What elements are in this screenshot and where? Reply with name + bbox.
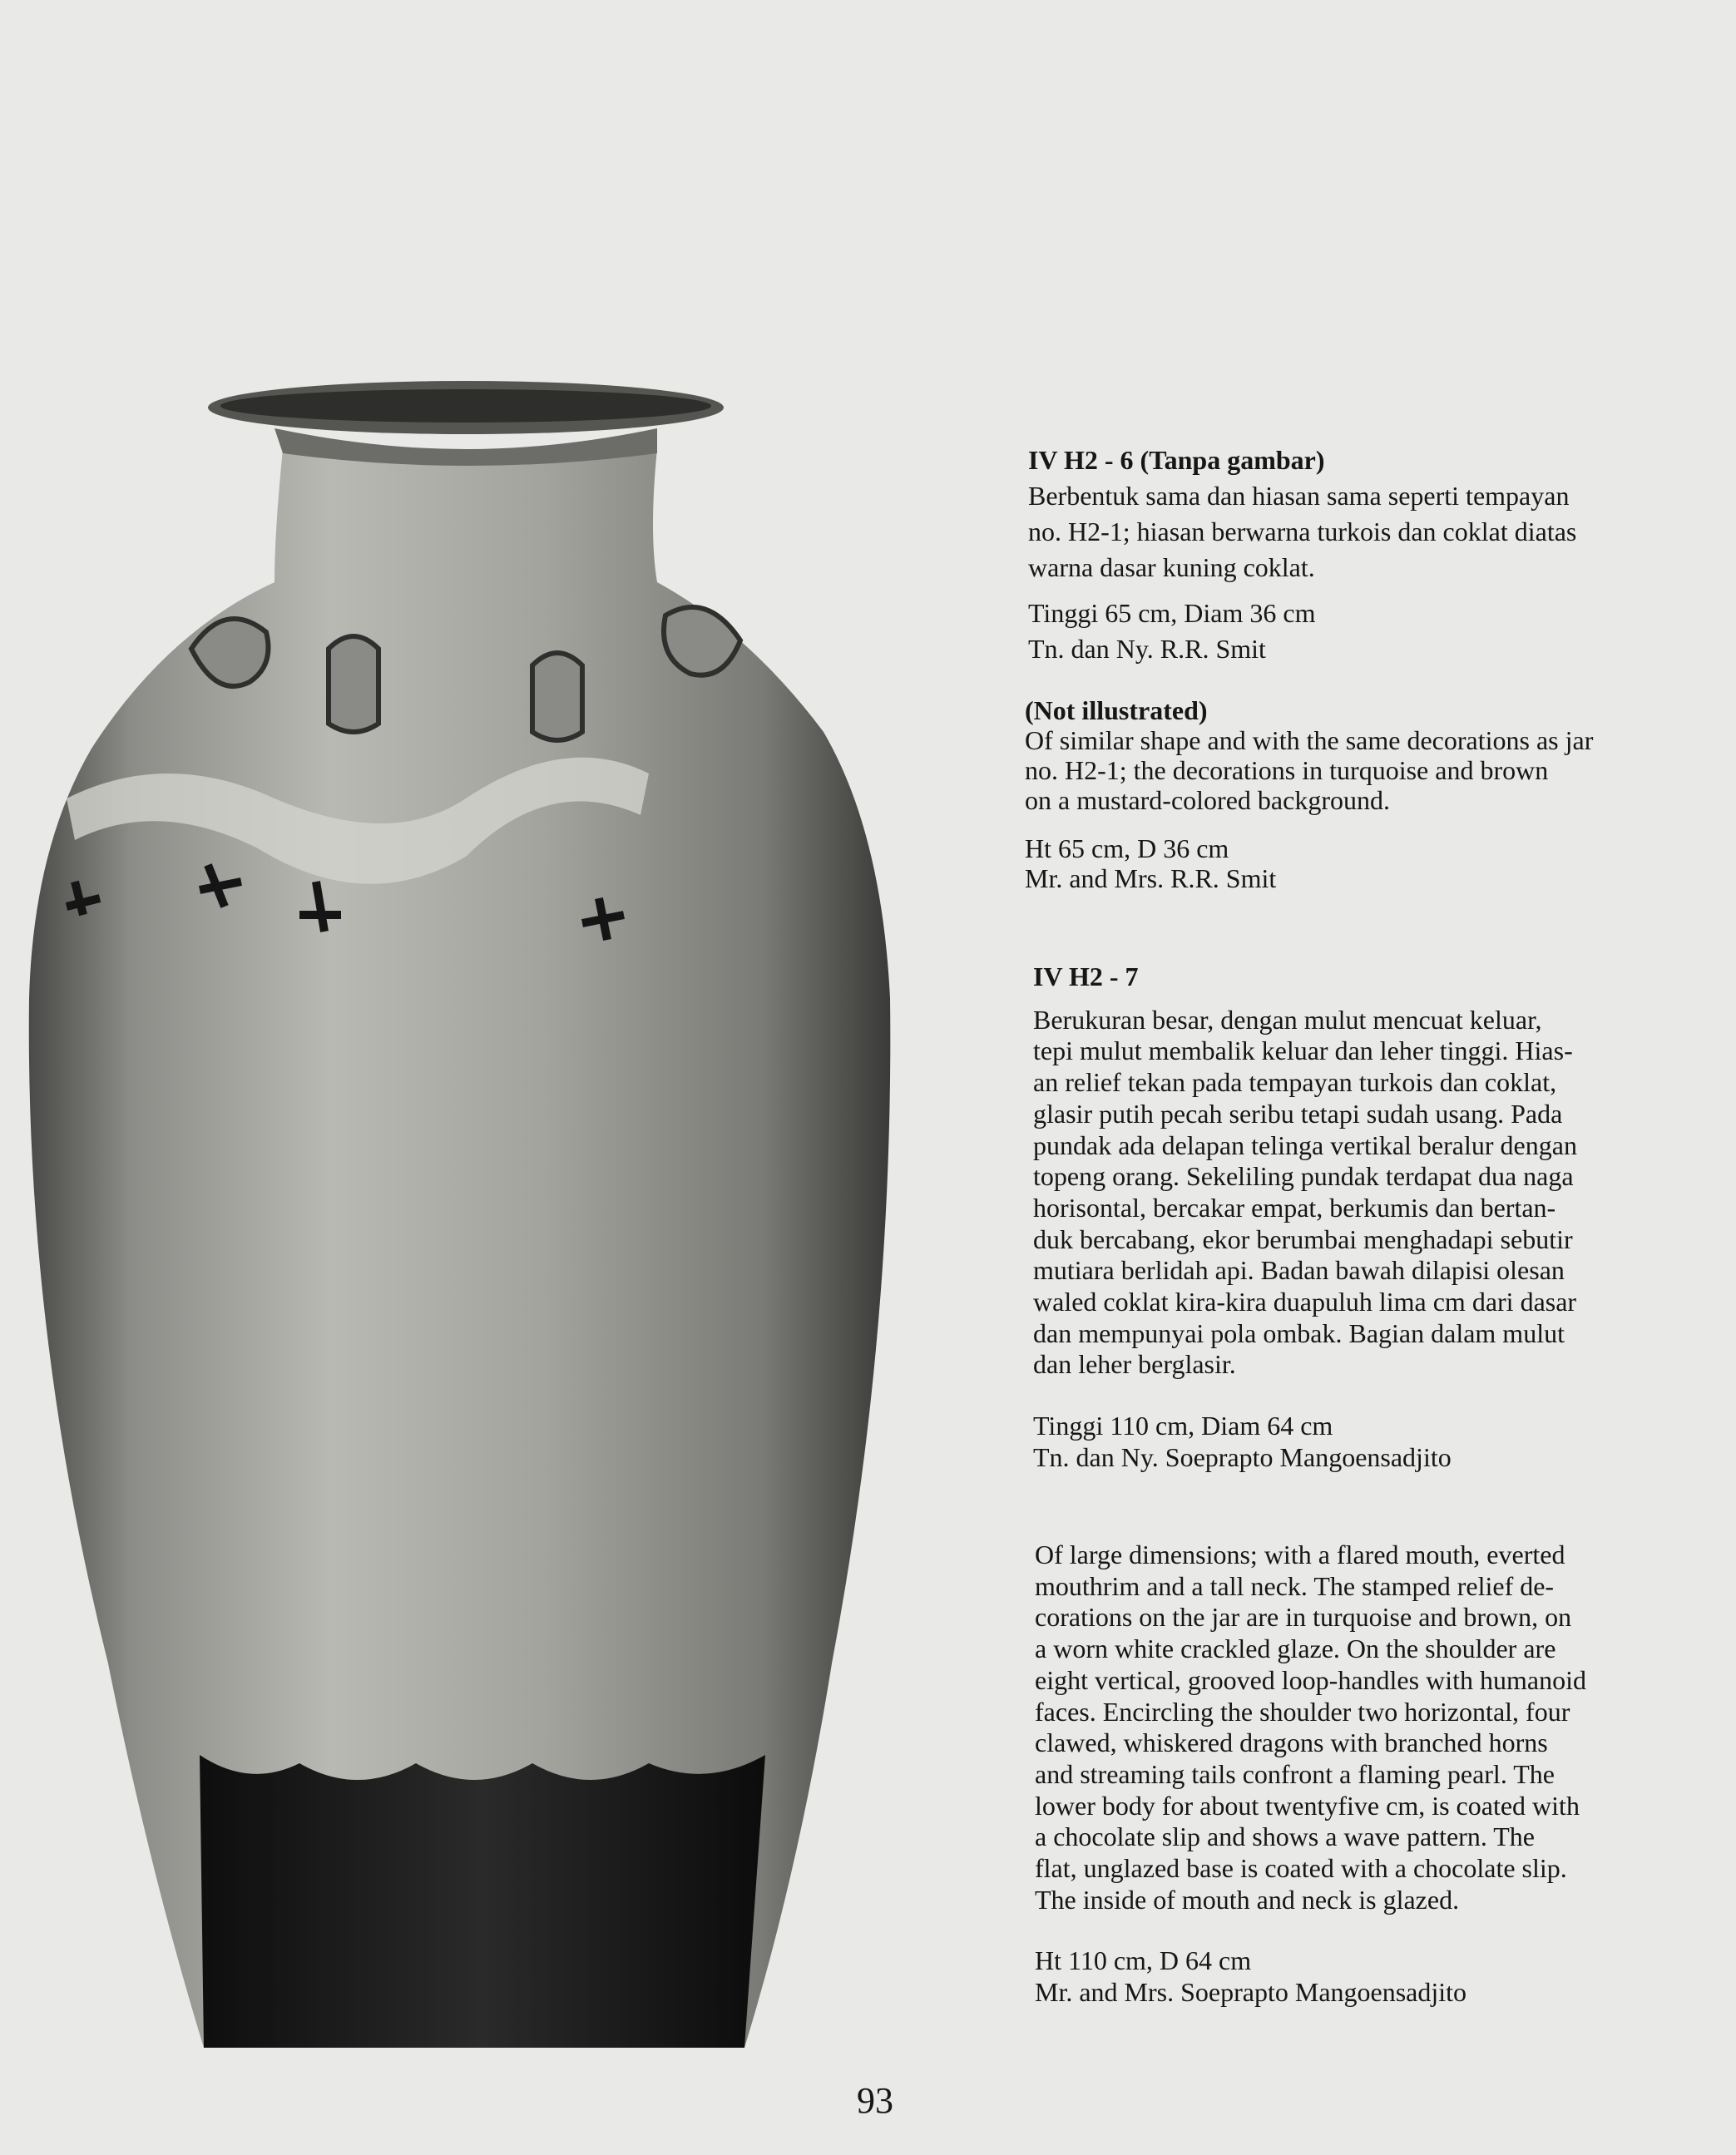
entry-iv-h2-7-english (1035, 1540, 1586, 2009)
text-line: tepi mulut membalik keluar dan leher tinggi. Hias- (1033, 1035, 1573, 1066)
text-line: and streaming tails confront a flaming pearl. The (1035, 1758, 1555, 1789)
text-line: lower body for about twentyfive cm, is coated with (1035, 1790, 1580, 1821)
text-line: topeng orang. Sekeliling pundak terdapat dua naga (1033, 1161, 1574, 1192)
dimensions: Ht 65 cm, D 36 cm (1025, 833, 1229, 863)
text-line: mutiara berlidah api. Badan bawah dilapisi olesan (1033, 1255, 1565, 1286)
entry-iv-h2-6-english (1025, 695, 1593, 893)
owner: Tn. dan Ny. Soeprapto Mangoensadjito (1033, 1441, 1452, 1472)
text-line: dan leher berglasir. (1033, 1349, 1236, 1380)
text-line: Berbentuk sama dan hiasan sama seperti tempayan (1028, 481, 1570, 511)
owner: Mr. and Mrs. R.R. Smit (1025, 863, 1277, 893)
jar-body (29, 381, 891, 2048)
text-line: no. H2-1; hiasan berwarna turkois dan coklat diatas (1028, 517, 1577, 546)
text-line: duk bercabang, ekor berumbai menghadapi sebutir (1033, 1223, 1573, 1254)
page-number: 93 (857, 2080, 893, 2121)
entry-iv-h2-6-indonesian (1028, 442, 1576, 667)
text-line: eight vertical, grooved loop-handles with humanoid (1035, 1664, 1586, 1695)
text-line: mouthrim and a tall neck. The stamped relief de- (1035, 1570, 1555, 1601)
text-line: a chocolate slip and shows a wave pattern. The (1035, 1821, 1535, 1852)
text-line: faces. Encircling the shoulder two horizontal, four (1035, 1696, 1570, 1727)
text-line: The inside of mouth and neck is glazed. (1035, 1884, 1460, 1915)
text-line: horisontal, bercakar empat, berkumis dan bertan- (1033, 1192, 1556, 1223)
text-line: pundak ada delapan telinga vertikal beralur dengan (1033, 1129, 1577, 1160)
text-line: on a mustard-colored background. (1025, 785, 1390, 815)
dimensions: Tinggi 110 cm, Diam 64 cm (1033, 1411, 1333, 1441)
entry-heading: IV H2 - 6 (Tanpa gambar) (1028, 445, 1325, 475)
text-line: glasir putih pecah seribu tetapi sudah usang. Pada (1033, 1098, 1563, 1129)
text-line: corations on the jar are in turquoise and brown, on (1035, 1602, 1572, 1633)
text-line: dan mempunyai pola ombak. Bagian dalam mulut (1033, 1317, 1565, 1348)
entry-heading: (Not illustrated) (1025, 695, 1208, 725)
text-line: an relief tekan pada tempayan turkois dan coklat, (1033, 1067, 1557, 1098)
text-line: waled coklat kira-kira duapuluh lima cm dari dasar (1033, 1287, 1577, 1317)
text-line: Of large dimensions; with a flared mouth, everted (1035, 1540, 1565, 1569)
text-line: Berukuran besar, dengan mulut mencuat keluar, (1033, 1004, 1542, 1035)
dimensions: Ht 110 cm, D 64 cm (1035, 1945, 1252, 1976)
text-line: no. H2-1; the decorations in turquoise and brown (1025, 755, 1549, 785)
text-line: warna dasar kuning coklat. (1028, 552, 1315, 582)
text-line: a worn white crackled glaze. On the shoulder are (1035, 1634, 1556, 1664)
text-line: flat, unglazed base is coated with a chocolate slip. (1035, 1853, 1567, 1884)
entry-heading: IV H2 - 7 (1033, 961, 1139, 991)
entry-iv-h2-7-indonesian (1033, 961, 1577, 1474)
dimensions: Tinggi 65 cm, Diam 36 cm (1028, 598, 1316, 628)
text-line: clawed, whiskered dragons with branched horns (1035, 1727, 1548, 1758)
owner: Mr. and Mrs. Soeprapto Mangoensadjito (1035, 1977, 1467, 2008)
owner: Tn. dan Ny. R.R. Smit (1028, 634, 1266, 664)
text-line: Of similar shape and with the same decorations as jar (1025, 725, 1594, 755)
